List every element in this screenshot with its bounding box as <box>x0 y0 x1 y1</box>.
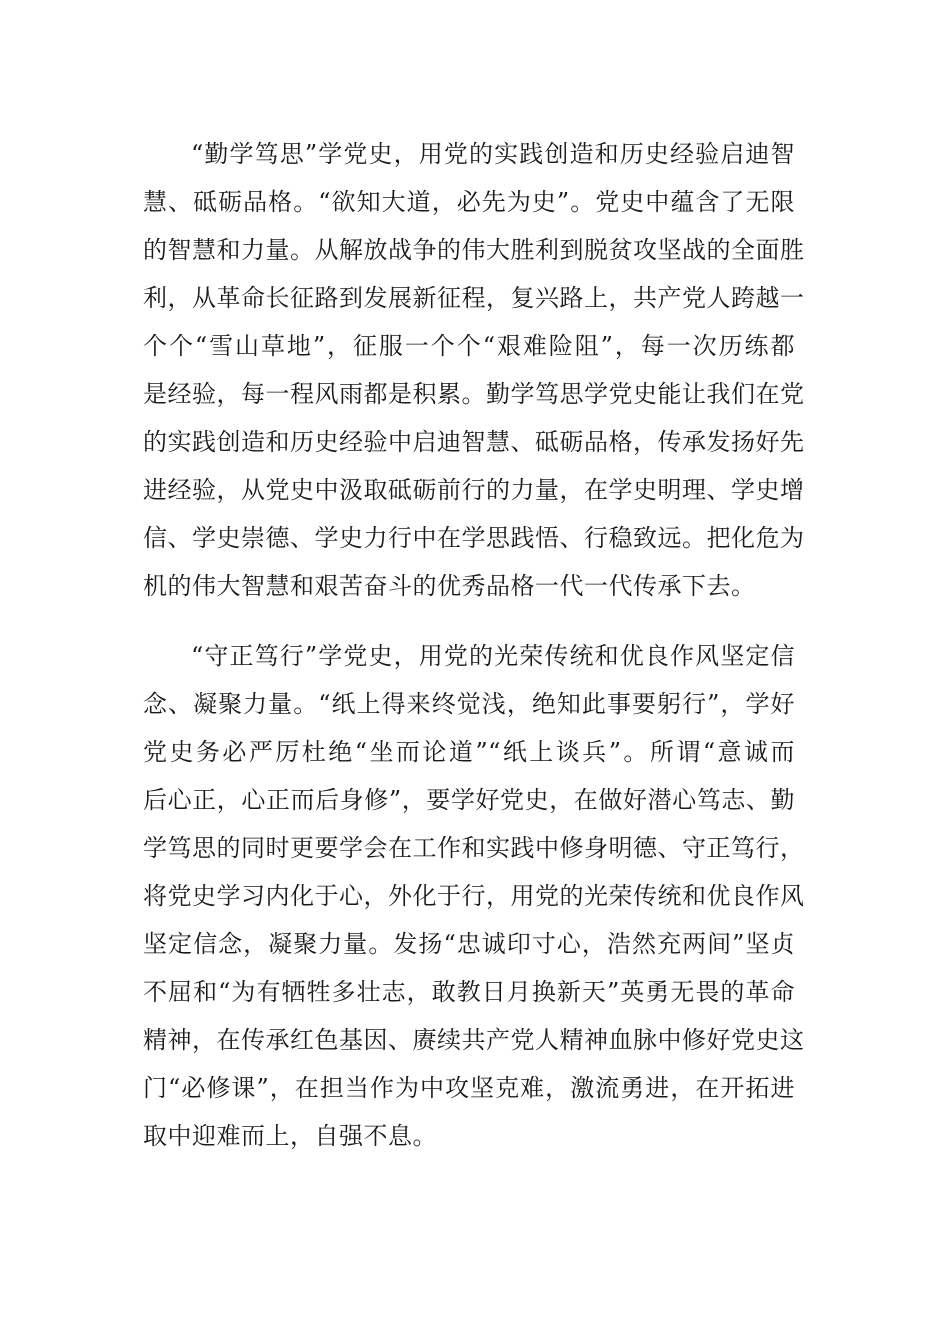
text-line: “勤学笃思”学党史，用党的实践创造和历史经验启迪智 <box>191 140 795 168</box>
text-line: 机的伟大智慧和艰苦奋斗的优秀品格一代一代传承下去。 <box>143 572 756 600</box>
text-line: 进经验，从党史中汲取砥砺前行的力量，在学史明理、学史增 <box>143 476 805 504</box>
text-line: 利，从革命长征路到发展新征程，复兴路上，共产党人跨越一 <box>143 284 805 312</box>
text-line: 精神，在传承红色基因、赓续共产党人精神血脉中修好党史这 <box>143 1026 805 1054</box>
text-line: 信、学史崇德、学史力行中在学思践悟、行稳致远。把化危为 <box>143 524 805 552</box>
text-line: 念、凝聚力量。“纸上得来终觉浅，绝知此事要躬行”，学好 <box>143 690 795 718</box>
text-line: 取中迎难而上，自强不息。 <box>143 1122 437 1150</box>
document-body <box>143 130 805 1160</box>
text-line: 将党史学习内化于心，外化于行，用党的光荣传统和优良作风 <box>143 882 805 910</box>
text-line: 坚定信念，凝聚力量。发扬“忠诚印寸心，浩然充两间”坚贞 <box>143 930 795 958</box>
text-line: “守正笃行”学党史，用党的光荣传统和优良作风坚定信 <box>191 642 795 670</box>
text-line: 的实践创造和历史经验中启迪智慧、砥砺品格，传承发扬好先 <box>143 428 805 456</box>
text-line: 后心正，心正而后身修”，要学好党史，在做好潜心笃志、勤 <box>143 786 795 814</box>
text-line: 个个“雪山草地”，征服一个个“艰难险阻”，每一次历练都 <box>143 332 795 360</box>
paragraph-2 <box>143 632 805 1160</box>
text-line: 不屈和“为有牺牲多壮志，敢教日月换新天”英勇无畏的革命 <box>143 978 795 1006</box>
text-line: 的智慧和力量。从解放战争的伟大胜利到脱贫攻坚战的全面胜 <box>143 236 805 264</box>
paragraph-spacer <box>143 610 795 632</box>
text-line: 门“必修课”，在担当作为中攻坚克难，激流勇进，在开拓进 <box>143 1074 795 1102</box>
text-line: 是经验，每一程风雨都是积累。勤学笃思学党史能让我们在党 <box>143 380 805 408</box>
paragraph-1 <box>143 130 805 610</box>
text-line: 学笃思的同时更要学会在工作和实践中修身明德、守正笃行， <box>143 834 805 862</box>
text-line: 慧、砥砺品格。“欲知大道，必先为史”。党史中蕴含了无限 <box>143 188 795 216</box>
text-line: 党史务必严厉杜绝“坐而论道”“纸上谈兵”。所谓“意诚而 <box>143 738 795 766</box>
